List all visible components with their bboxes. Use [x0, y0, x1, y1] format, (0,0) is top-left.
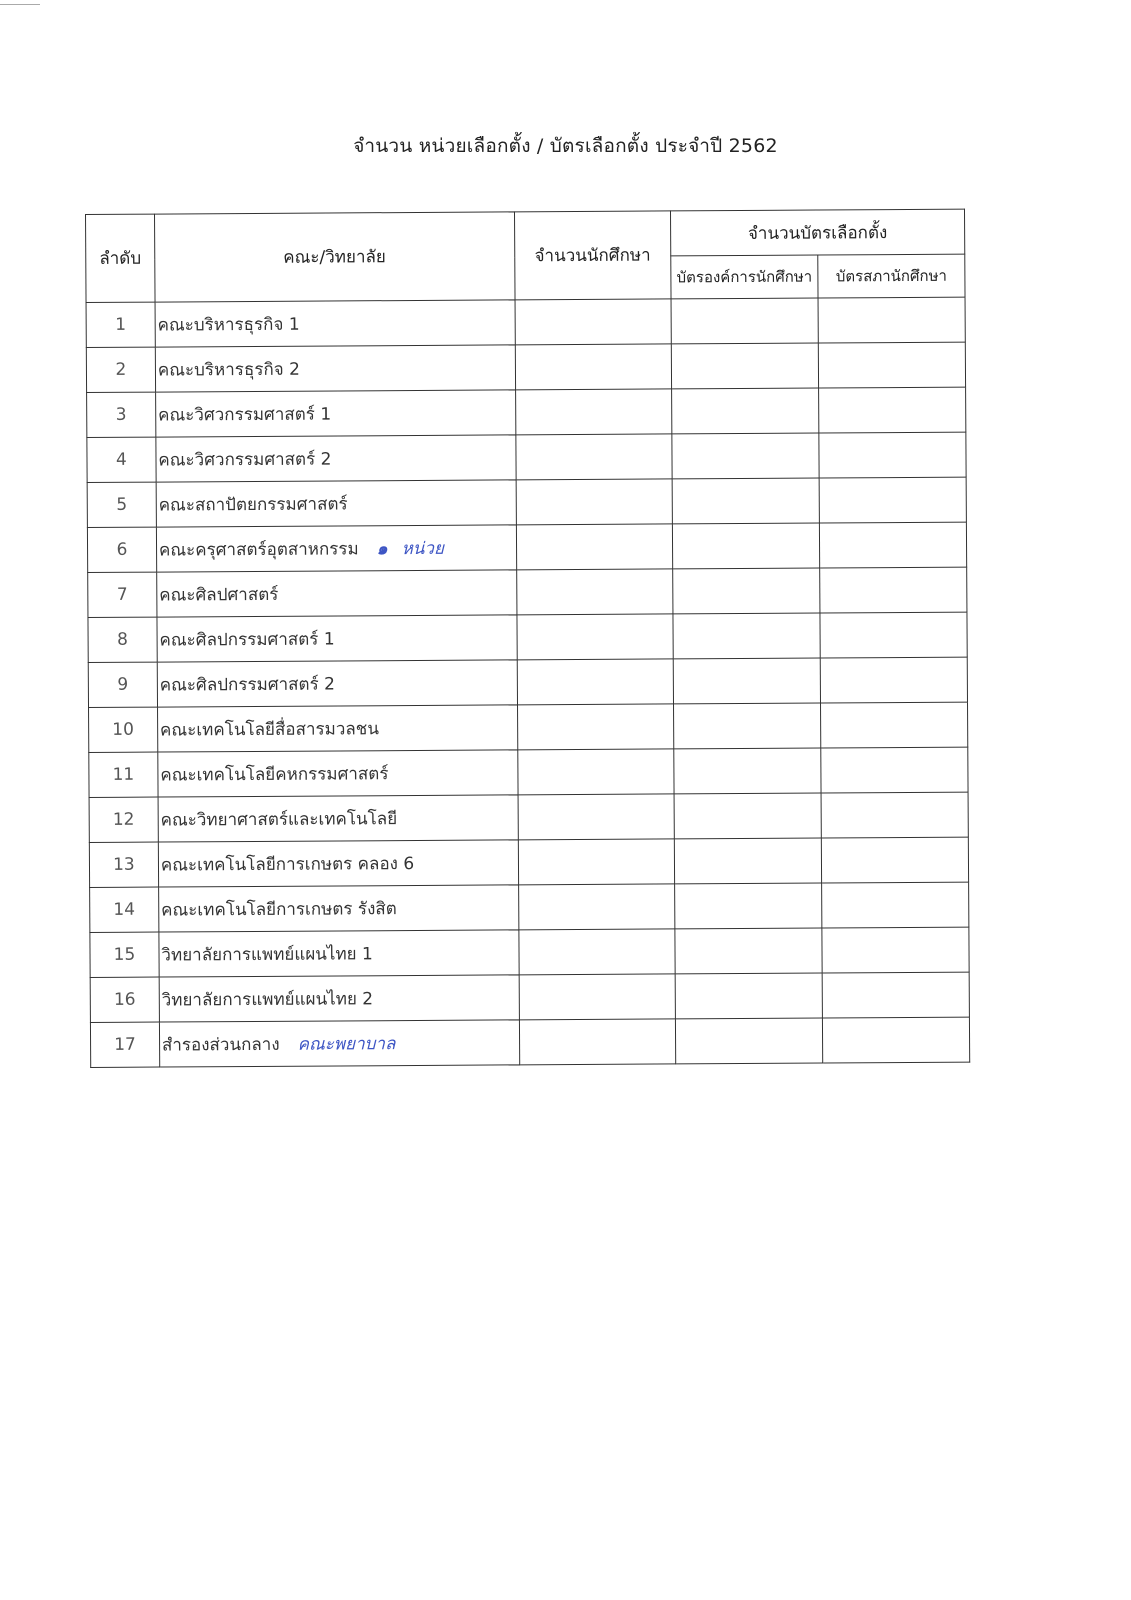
- student-count-cell: [519, 929, 676, 975]
- ballot-org-cell: [672, 388, 819, 434]
- faculty-name: คณะบริหารธุรกิจ 1: [155, 300, 515, 347]
- table-row: [88, 612, 967, 662]
- table-row: [87, 522, 966, 572]
- student-count-cell: [517, 704, 674, 750]
- faculty-name: คณะวิศวกรรมศาสตร์ 1: [155, 390, 515, 437]
- row-number: 8: [88, 617, 157, 662]
- row-number: 14: [90, 887, 159, 932]
- ballot-org-cell: [672, 433, 819, 479]
- faculty-name: คณะเทคโนโลยีการเกษตร คลอง 6: [158, 840, 518, 887]
- row-number: 17: [90, 1022, 159, 1067]
- ballot-council-cell: [818, 342, 965, 388]
- student-count-cell: [517, 614, 674, 660]
- table-row: [89, 747, 968, 797]
- ballot-council-cell: [819, 522, 966, 568]
- faculty-name: คณะเทคโนโลยีสื่อสารมวลชน: [157, 705, 517, 752]
- student-count-cell: [518, 794, 675, 840]
- faculty-name: คณะบริหารธุรกิจ 2: [155, 345, 515, 392]
- faculty-name: คณะศิลปศาสตร์: [157, 570, 517, 617]
- ballot-org-cell: [673, 658, 820, 704]
- row-number: 12: [89, 797, 158, 842]
- student-count-cell: [515, 299, 672, 345]
- ballot-org-cell: [675, 928, 822, 974]
- table-row: [89, 792, 968, 842]
- ballot-org-cell: [673, 568, 820, 614]
- ballot-org-cell: [675, 883, 822, 929]
- table-row: [89, 837, 968, 887]
- ballot-council-cell: [820, 567, 967, 613]
- header-ballots: จำนวนบัตรเลือกตั้ง: [670, 209, 964, 256]
- header-order: ลำดับ: [86, 214, 155, 302]
- faculty-name: คณะวิทยาศาสตร์และเทคโนโลยี: [158, 795, 518, 842]
- ballot-council-cell: [822, 927, 969, 973]
- ballot-council-cell: [820, 702, 967, 748]
- row-number: 13: [89, 842, 158, 887]
- ballot-org-cell: [674, 748, 821, 794]
- ballot-org-cell: [674, 793, 821, 839]
- student-count-cell: [517, 749, 674, 795]
- ballot-council-cell: [821, 792, 968, 838]
- student-count-cell: [519, 974, 676, 1020]
- ballot-council-cell: [821, 747, 968, 793]
- faculty-name: คณะครุศาสตร์อุตสาหกรรม: [158, 538, 359, 561]
- faculty-name-cell: [156, 525, 516, 572]
- row-number: 4: [87, 437, 156, 482]
- ballot-org-cell: [671, 343, 818, 389]
- ballot-council-cell: [822, 972, 969, 1018]
- ballot-council-cell: [822, 882, 969, 928]
- header-students: จำนวนนักศึกษา: [514, 211, 671, 300]
- scan-edge-mark: [0, 4, 40, 5]
- faculty-name: คณะสถาปัตยกรรมศาสตร์: [156, 480, 516, 527]
- table-row: [87, 477, 966, 527]
- table-row: [88, 657, 967, 707]
- ballot-council-cell: [819, 477, 966, 523]
- ballot-org-cell: [672, 478, 819, 524]
- ballot-org-cell: [673, 703, 820, 749]
- table-row: [90, 927, 969, 977]
- faculty-name: สำรองส่วนกลาง: [161, 1034, 280, 1056]
- ballot-council-cell: [819, 387, 966, 433]
- student-count-cell: [516, 524, 673, 570]
- faculty-name: คณะศิลปกรรมศาสตร์ 2: [157, 660, 517, 707]
- faculty-name: วิทยาลัยการแพทย์แผนไทย 1: [159, 930, 519, 977]
- header-ballot-council: บัตรสภานักศึกษา: [818, 254, 965, 298]
- student-count-cell: [516, 434, 673, 480]
- student-count-cell: [516, 569, 673, 615]
- table-row: [90, 972, 969, 1022]
- page-title: จำนวน หน่วยเลือกตั้ง / บัตรเลือกตั้ง ประจำปี 2562: [353, 135, 778, 157]
- student-count-cell: [517, 659, 674, 705]
- table-row: [86, 297, 965, 347]
- ballot-org-cell: [671, 298, 818, 344]
- ballot-org-cell: [675, 973, 822, 1019]
- row-number: 10: [89, 707, 158, 752]
- ballot-council-cell: [822, 1017, 969, 1063]
- faculty-name: คณะเทคโนโลยีการเกษตร รังสิต: [158, 885, 518, 932]
- ballot-org-cell: [672, 523, 819, 569]
- table-row: [90, 882, 969, 932]
- table-row: [87, 432, 966, 482]
- table-row: [86, 342, 965, 392]
- faculty-name: คณะศิลปกรรมศาสตร์ 1: [157, 615, 517, 662]
- ballot-org-cell: [675, 1018, 822, 1064]
- header-ballot-org: บัตรองค์การนักศึกษา: [671, 255, 818, 299]
- handwritten-unit-count: ๑: [376, 538, 388, 559]
- student-count-cell: [518, 839, 675, 885]
- ballot-council-cell: [821, 837, 968, 883]
- ballot-council-cell: [820, 657, 967, 703]
- row-number: 9: [88, 662, 157, 707]
- faculty-name: คณะเทคโนโลยีคหกรรมศาสตร์: [158, 750, 518, 797]
- student-count-cell: [515, 344, 672, 390]
- row-number: 2: [86, 347, 155, 392]
- ballot-council-cell: [820, 612, 967, 658]
- student-count-cell: [519, 1019, 676, 1065]
- row-number: 3: [87, 392, 156, 437]
- table-row: [90, 1017, 969, 1067]
- student-count-cell: [516, 479, 673, 525]
- row-number: 16: [90, 977, 159, 1022]
- student-count-cell: [515, 389, 672, 435]
- row-number: 5: [87, 482, 156, 527]
- handwritten-note: คณะพยาบาล: [297, 1033, 396, 1055]
- student-count-cell: [518, 884, 675, 930]
- table-row: [89, 702, 968, 752]
- ballot-count-table: [85, 209, 970, 1068]
- header-faculty: คณะ/วิทยาลัย: [154, 212, 514, 302]
- faculty-name-cell: [159, 1020, 519, 1067]
- row-number: 15: [90, 932, 159, 977]
- table-row: [88, 567, 967, 617]
- row-number: 6: [87, 527, 156, 572]
- row-number: 1: [86, 302, 155, 347]
- ballot-council-cell: [818, 297, 965, 343]
- ballot-council-cell: [819, 432, 966, 478]
- row-number: 11: [89, 752, 158, 797]
- handwritten-unit-word: หน่วย: [401, 538, 444, 559]
- ballot-org-cell: [674, 838, 821, 884]
- table-row: [87, 387, 966, 437]
- ballot-org-cell: [673, 613, 820, 659]
- faculty-name: คณะวิศวกรรมศาสตร์ 2: [156, 435, 516, 482]
- faculty-name: วิทยาลัยการแพทย์แผนไทย 2: [159, 975, 519, 1022]
- row-number: 7: [88, 572, 157, 617]
